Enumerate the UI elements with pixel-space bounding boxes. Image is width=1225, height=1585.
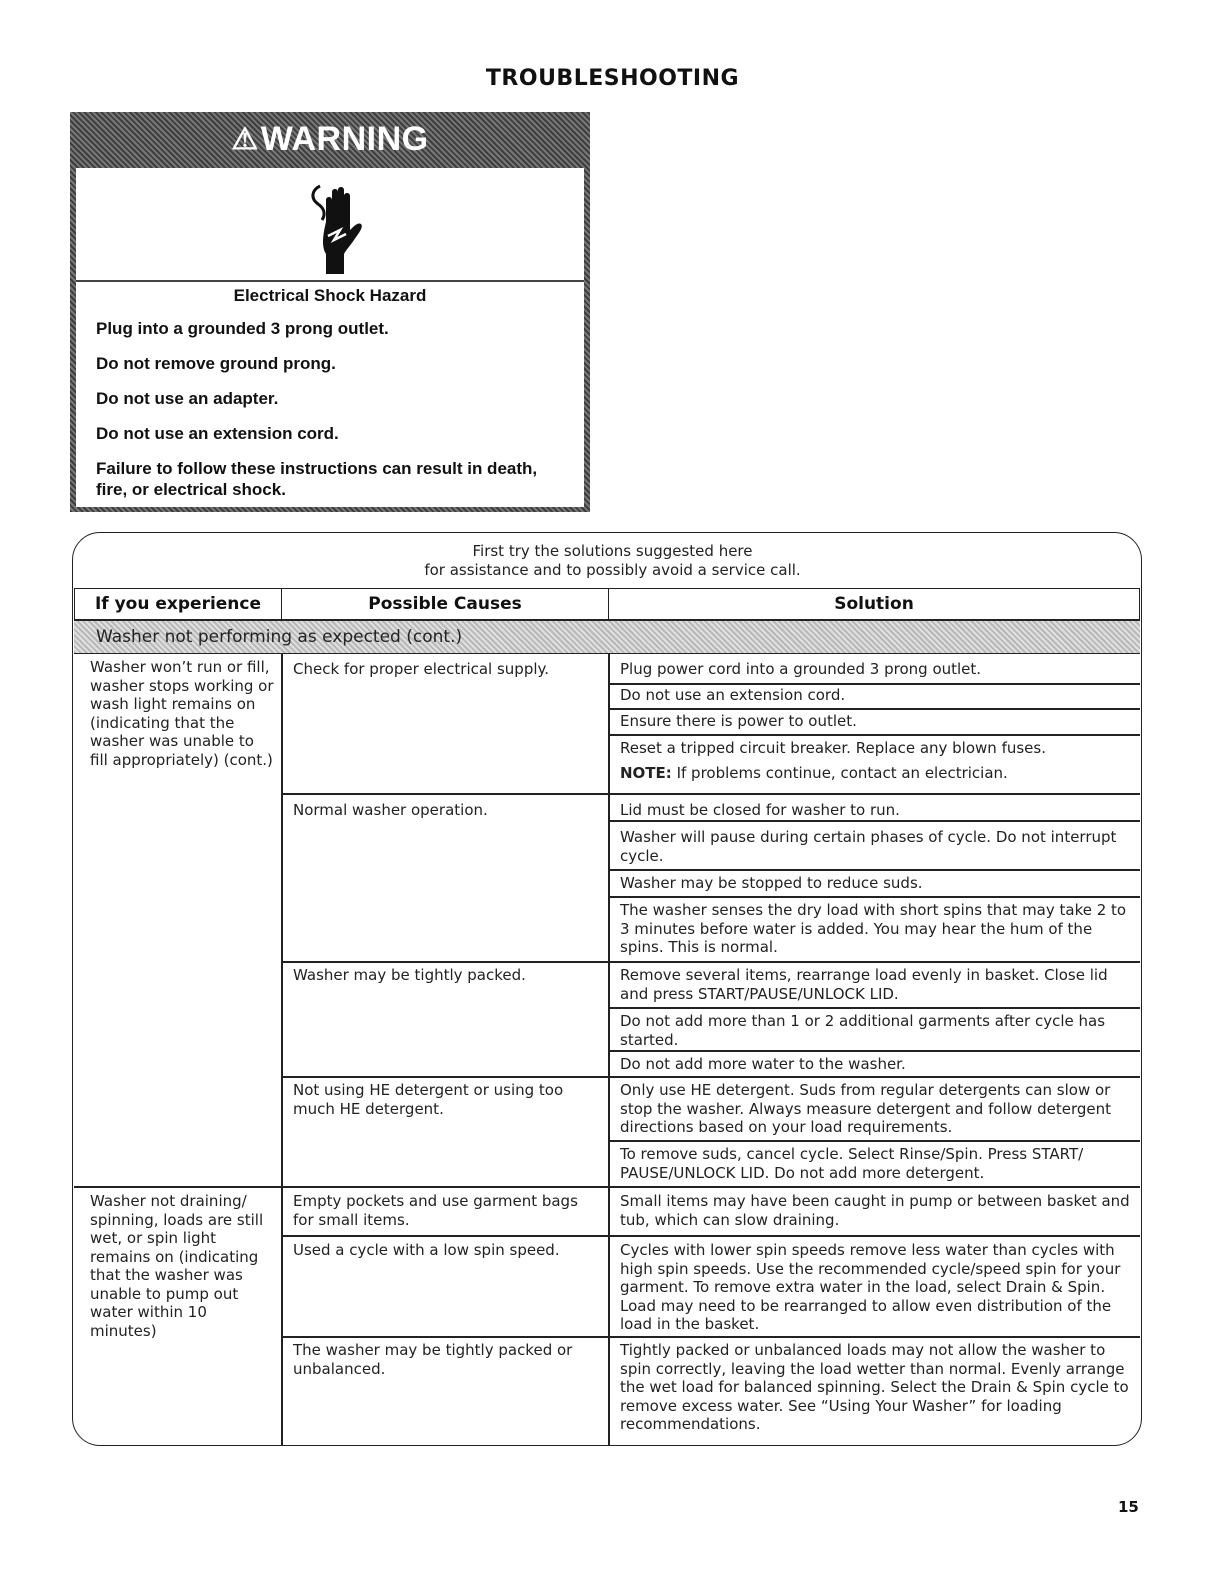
solution-cell: Ensure there is power to outlet. [620,712,857,730]
intro-line: First try the solutions suggested here [472,542,753,560]
row-divider [281,1076,608,1078]
solution-cell: Remove several items, rearrange load evenly in basket. Close lid and press START/PAUSE/UNLOCK LID. [620,966,1108,1003]
solution-cell: Washer may be stopped to reduce suds. [620,874,923,892]
row-divider [608,869,1140,871]
row-divider [74,1186,282,1188]
warning-line: Do not use an extension cord. [96,424,339,443]
page-title: TROUBLESHOOTING [485,66,740,91]
solution-note [620,764,1130,783]
row-divider [608,1235,1140,1237]
row-divider [608,793,1140,795]
solution-cell: To remove suds, cancel cycle. Select Rinse/Spin. Press START/ PAUSE/UNLOCK LID. Do not add more detergent. [620,1145,1084,1182]
electric-shock-hand-icon [300,182,370,280]
row-divider [281,961,608,963]
intro-line: for assistance and to possibly avoid a service call. [424,561,801,579]
solution-cell: Small items may have been caught in pump or between basket and tub, which can slow draining. [620,1192,1130,1229]
warning-label: WARNING [260,119,429,158]
warning-line: Plug into a grounded 3 prong outlet. [96,319,389,338]
warning-icon-panel [76,168,584,280]
cause-cell: Washer may be tightly packed. [293,966,526,984]
solution-cell: Do not add more than 1 or 2 additional garments after cycle has started. [620,1012,1106,1049]
row-divider [281,793,608,795]
experience-cell: Washer won’t run or fill, washer stops working or wash light remains on (indicating that the washer was unable to fill appropriately) (cont.) [90,658,274,769]
column-divider [281,654,283,1446]
header-experience: If you experience [74,588,282,620]
section-band: Washer not performing as expected (cont.) [74,620,1140,654]
row-divider [608,961,1140,963]
solution-cell: Lid must be closed for washer to run. [620,801,900,819]
solution-cell: Washer will pause during certain phases of cycle. Do not interrupt cycle. [620,828,1117,865]
row-divider [608,1050,1140,1052]
row-divider [608,1140,1140,1142]
solution-cell: Cycles with lower spin speeds remove less water than cycles with high spin speeds. Use the recommended cycle/speed spin for your garment. To remove extra water in the load, select Drain & Spin. Load may need to be rearranged to allow even distribution of the load in the basket. [620,1241,1121,1333]
warning-line: Do not remove ground prong. [96,354,336,373]
warning-header [70,112,590,166]
cause-cell: The washer may be tightly packed or unbalanced. [293,1341,573,1378]
row-divider [608,820,1140,822]
warning-box [70,112,590,512]
note-label: NOTE: [620,764,672,782]
solution-cell: Tightly packed or unbalanced loads may not allow the washer to spin correctly, leaving the load wetter than normal. Evenly arrange the wet load for balanced spinning. Select the Drain & Spin cycle to remove excess water. See “Using Your Washer” for loading recommendations. [620,1341,1129,1433]
warning-line: Failure to follow these instructions can result in death, fire, or electrical shock. [96,459,538,499]
header-solution: Solution [608,588,1140,620]
header-causes: Possible Causes [281,588,609,620]
warning-triangle-icon: ⚠ [231,122,259,156]
page-number: 15 [1118,1498,1139,1516]
solution-cell: Reset a tripped circuit breaker. Replace any blown fuses. [620,739,1046,757]
solution-cell: Do not add more water to the washer. [620,1055,906,1073]
row-divider [608,1336,1140,1338]
row-divider [608,734,1140,736]
warning-line: Do not use an adapter. [96,389,279,408]
cause-cell: Empty pockets and use garment bags for small items. [293,1192,578,1229]
row-divider [608,708,1140,710]
row-divider [281,1336,608,1338]
row-divider [608,683,1140,685]
warning-body [76,282,584,507]
row-divider [281,1235,608,1237]
solution-cell: Plug power cord into a grounded 3 prong outlet. [620,660,982,678]
cause-cell: Used a cycle with a low spin speed. [293,1241,560,1259]
solution-cell: The washer senses the dry load with short spins that may take 2 to 3 minutes before water is added. You may hear the hum of the spins. This is normal. [620,901,1127,956]
solution-cell: Only use HE detergent. Suds from regular detergents can slow or stop the washer. Always measure detergent and follow detergent directions based on your load requirements. [620,1081,1111,1136]
row-divider [281,1186,608,1188]
table-intro [0,542,1225,580]
cause-cell: Not using HE detergent or using too much HE detergent. [293,1081,564,1118]
cause-cell: Normal washer operation. [293,801,488,819]
row-divider [608,1076,1140,1078]
row-divider [608,1007,1140,1009]
hazard-title: Electrical Shock Hazard [233,286,427,305]
row-divider [608,896,1140,898]
cause-cell: Check for proper electrical supply. [293,660,550,678]
row-divider [608,1186,1140,1188]
solution-cell: Do not use an extension cord. [620,686,846,704]
experience-cell: Washer not draining/ spinning, loads are still wet, or spin light remains on (indicating that the washer was unable to pump out water within 10 minutes) [90,1192,264,1340]
note-text: If problems continue, contact an electrician. [676,764,1008,782]
